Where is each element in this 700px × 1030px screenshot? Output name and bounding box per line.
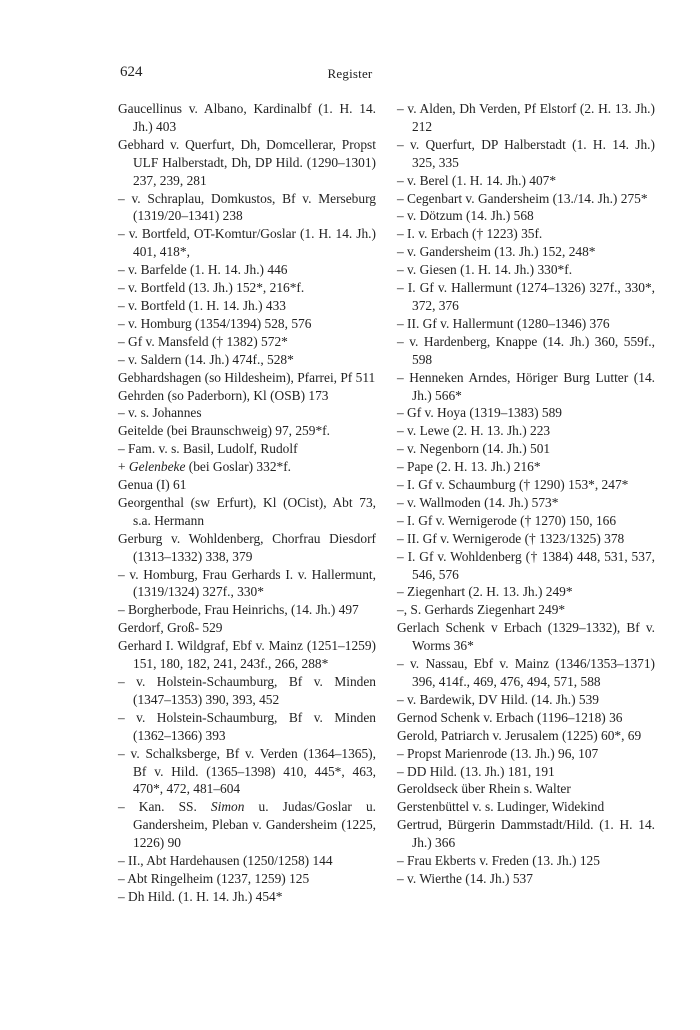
index-entry: – v. Bortfeld, OT-Komtur/Goslar (1. H. 14. Jh.) 401, 418*, (118, 226, 376, 260)
index-entry: Gerlach Schenk v Erbach (1329–1332), Bf v. Worms 36* (397, 620, 655, 654)
index-entry: – Dh Hild. (1. H. 14. Jh.) 454* (118, 888, 283, 904)
index-entry: Gerburg v. Wohldenberg, Chorfrau Diesdorf (1313–1332) 338, 379 (118, 530, 376, 564)
index-entry: – v. Schalksberge, Bf v. Verden (1364–1365), Bf v. Hild. (1365–1398) 410, 445*, 463, 470*, 472, 481–604 (118, 745, 376, 797)
index-entry: – v. Schraplau, Domkustos, Bf v. Merseburg (1319/20–1341) 238 (118, 190, 376, 224)
index-entry: – I. v. Erbach († 1223) 35f. (397, 226, 543, 242)
index-entry: Gaucellinus v. Albano, Kardinalbf (1. H. 14. Jh.) 403 (118, 101, 376, 134)
index-entry: – v. Wallmoden (14. Jh.) 573* (397, 494, 559, 510)
entry-prefix: + (118, 459, 129, 475)
index-entry: – Borgherbode, Frau Heinrichs, (14. Jh.) 497 (118, 602, 359, 618)
running-head: Register (327, 66, 373, 81)
index-entry (118, 458, 376, 476)
entry-italic-name: Gelenbeke (128, 459, 186, 475)
index-entry: Geitelde (bei Braunschweig) 97, 259*f. (118, 423, 330, 439)
index-entry: – v. Negenborn (14. Jh.) 501 (397, 441, 551, 457)
index-column-right (397, 100, 655, 888)
index-entry: Gerold, Patriarch v. Jerusalem (1225) 60*, 69 (397, 727, 642, 743)
index-entry: – I. Gf v. Hallermunt (1274–1326) 327f., 330*, 372, 376 (397, 280, 655, 313)
index-entry: – Cegenbart v. Gandersheim (13./14. Jh.) 275* (397, 190, 648, 206)
index-entry: –, S. Gerhards Ziegenhart 249* (397, 602, 566, 618)
index-entry: – v. Querfurt, DP Halberstadt (1. H. 14. Jh.) 325, 335 (397, 136, 655, 170)
index-entry: – Propst Marienrode (13. Jh.) 96, 107 (397, 745, 599, 761)
index-entry: – v. Homburg, Frau Gerhards I. v. Hallermunt, (1319/1324) 327f., 330* (118, 566, 376, 600)
index-column-left (118, 100, 376, 906)
index-entry (118, 798, 376, 852)
index-entry: Georgenthal (sw Erfurt), Kl (OCist), Abt 73, s.a. Hermann (118, 494, 376, 528)
index-entry: – v. Barfelde (1. H. 14. Jh.) 446 (118, 262, 288, 278)
index-entry: – v. Nassau, Ebf v. Mainz (1346/1353–1371) 396, 414f., 469, 476, 494, 571, 588 (397, 656, 655, 689)
index-entry: – v. Alden, Dh Verden, Pf Elstorf (2. H. 13. Jh.) 212 (397, 101, 655, 134)
index-entry: – Henneken Arndes, Höriger Burg Lutter (14. Jh.) 566* (397, 369, 655, 403)
index-entry: – I. Gf v. Schaumburg († 1290) 153*, 247* (397, 477, 629, 493)
index-entry: – Abt Ringelheim (1237, 1259) 125 (118, 870, 310, 886)
index-entry: Gertrud, Bürgerin Dammstadt/Hild. (1. H. 14. Jh.) 366 (397, 817, 655, 851)
entry-suffix: u. Judas/Goslar u. Gandersheim, Pleban v. Gandersheim (1225, 1226) 90 (133, 799, 376, 851)
index-entry: – v. Hardenberg, Knappe (14. Jh.) 360, 559f., 598 (397, 333, 655, 367)
index-entry: – v. Saldern (14. Jh.) 474f., 528* (118, 351, 294, 367)
index-entry: Gebhardshagen (so Hildesheim), Pfarrei, Pf 511 (118, 369, 376, 385)
index-entry: – Fam. v. s. Basil, Ludolf, Rudolf (118, 441, 298, 457)
entry-italic-name: Simon (210, 799, 245, 815)
index-entry: Geroldseck über Rhein s. Walter (397, 781, 571, 797)
index-entry: – Ziegenhart (2. H. 13. Jh.) 249* (397, 584, 573, 600)
index-entry: – v. Homburg (1354/1394) 528, 576 (118, 315, 312, 331)
index-entry: – v. Holstein-Schaumburg, Bf v. Minden (1362–1366) 393 (118, 709, 376, 743)
index-entry: Gerstenbüttel v. s. Ludinger, Widekind (397, 799, 605, 815)
index-entry: – II. Gf v. Hallermunt (1280–1346) 376 (397, 315, 610, 331)
index-entry: Gebhard v. Querfurt, Dh, Domcellerar, Propst ULF Halberstadt, Dh, DP Hild. (1290–1301) 237, 239, 281 (118, 136, 376, 188)
index-entry: – v. Gandersheim (13. Jh.) 152, 248* (397, 244, 596, 260)
index-entry: – v. Bardewik, DV Hild. (14. Jh.) 539 (397, 691, 599, 707)
index-entry: – Gf v. Hoya (1319–1383) 589 (397, 405, 563, 421)
index-entry: – Gf v. Mansfeld († 1382) 572* (118, 333, 288, 349)
index-entry: – v. Lewe (2. H. 13. Jh.) 223 (397, 423, 551, 439)
index-entry: – I. Gf v. Wernigerode († 1270) 150, 166 (397, 512, 617, 528)
index-entry: Gernod Schenk v. Erbach (1196–1218) 36 (397, 709, 623, 725)
index-entry: – v. Berel (1. H. 14. Jh.) 407* (397, 172, 557, 188)
entry-suffix: (bei Goslar) 332*f. (185, 459, 292, 475)
index-entry: – v. Wierthe (14. Jh.) 537 (397, 870, 533, 886)
index-entry: – v. Holstein-Schaumburg, Bf v. Minden (1347–1353) 390, 393, 452 (118, 674, 376, 707)
index-entry: – v. Dötzum (14. Jh.) 568 (397, 208, 534, 224)
page-number: 624 (120, 64, 143, 80)
index-entry: – II. Gf v. Wernigerode († 1323/1325) 378 (397, 530, 625, 546)
index-entry: – v. Bortfeld (13. Jh.) 152*, 216*f. (118, 280, 305, 296)
entry-prefix: – Kan. SS. (118, 799, 211, 815)
index-entry: – I. Gf v. Wohldenberg († 1384) 448, 531, 537, 546, 576 (397, 548, 655, 582)
index-entry: Gerhard I. Wildgraf, Ebf v. Mainz (1251–1259) 151, 180, 182, 241, 243f., 266, 288* (118, 638, 376, 672)
index-entry: Gerdorf, Groß- 529 (118, 620, 223, 636)
index-entry: Genua (I) 61 (118, 477, 187, 493)
index-entry: – DD Hild. (13. Jh.) 181, 191 (397, 763, 555, 779)
index-entry: – Pape (2. H. 13. Jh.) 216* (397, 459, 541, 475)
index-entry: – v. Bortfeld (1. H. 14. Jh.) 433 (118, 297, 286, 313)
index-entry: – Frau Ekberts v. Freden (13. Jh.) 125 (397, 853, 600, 869)
index-entry: – v. s. Johannes (118, 405, 202, 421)
index-entry: Gehrden (so Paderborn), Kl (OSB) 173 (118, 387, 329, 403)
index-entry: – II., Abt Hardehausen (1250/1258) 144 (118, 853, 333, 869)
index-entry: – v. Giesen (1. H. 14. Jh.) 330*f. (397, 262, 573, 278)
